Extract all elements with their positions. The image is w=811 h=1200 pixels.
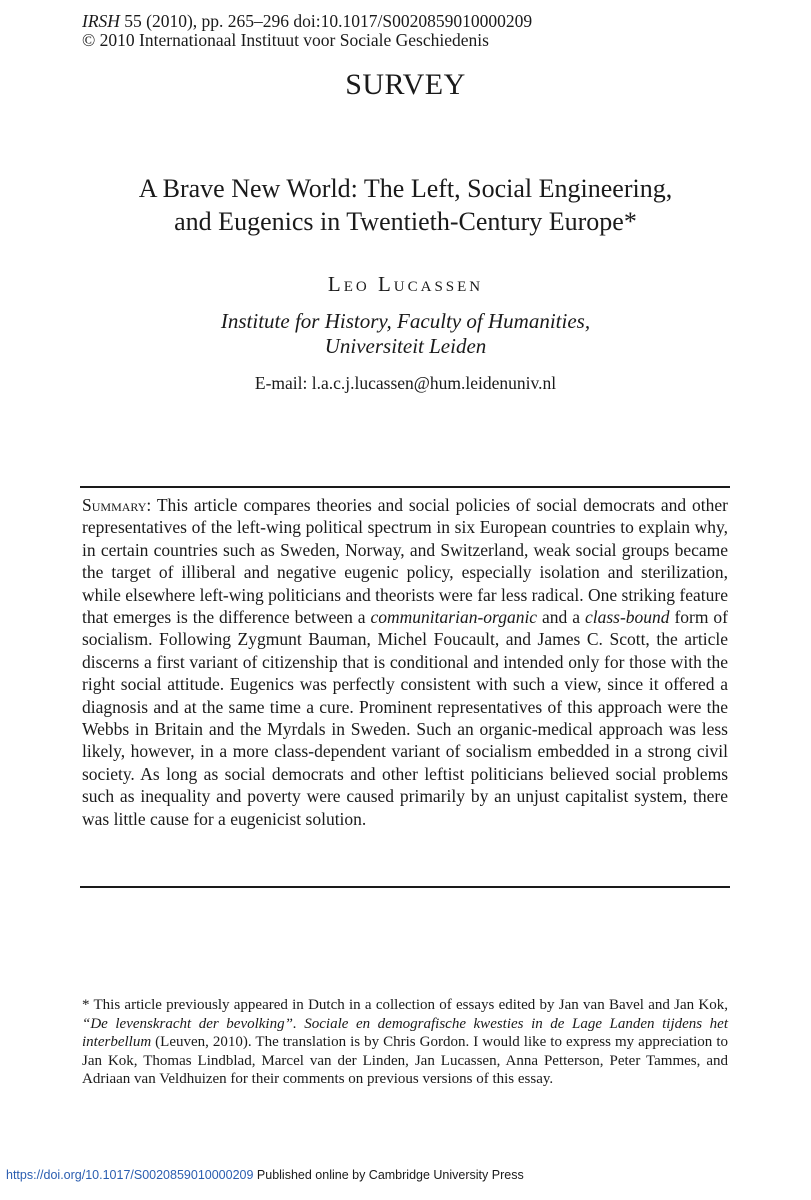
footnote-text-1: * This article previously appeared in Dutch in a collection of essays edited by Jan van Bavel and Jan Kok, (82, 997, 728, 1013)
page-footer (6, 1168, 524, 1182)
author-email: E-mail: l.a.c.j.lucassen@hum.leidenuniv.nl (254, 373, 557, 393)
article-title (40, 172, 771, 238)
journal-header (82, 12, 532, 50)
affiliation-line-2: Universiteit Leiden (324, 334, 487, 358)
summary-bottom-rule (80, 886, 730, 888)
summary-top-rule (80, 486, 730, 488)
summary-abstract (82, 494, 728, 830)
summary-text-1: This article compares theories and social policies of social democrats and other representatives of the left-wing political spectrum in six European countries to explain why, in certain countries such as Sweden, Norway, and Switzerland, weak social groups became the target of illiberal and negative eugenic policy, especially isolation and sterilization, while elsewhere left-wing politicians and theorists were far less radical. One striking feature that emerges is the difference between a (82, 495, 728, 628)
summary-emphasis-2: class-bound (584, 607, 670, 628)
footnote-book-title: “De levenskracht der bevolking”. Sociale en demografische kwesties in de Lage Landen tijdens het interbellum (82, 1015, 728, 1051)
summary-label: Summary: (82, 495, 152, 515)
footnote-text-2: (Leuven, 2010). The translation is by Chris Gordon. I would like to express my appreciation to Jan Kok, Thomas Lindblad, Marcel van der Linden, Jan Lucassen, Anna Petterson, Peter Tammes, and Adriaan van Veldhuizen for their comments on previous versions of this essay. (82, 1034, 728, 1088)
summary-text-3: form of socialism. Following Zygmunt Bauman, Michel Foucault, and James C. Scott, the article discerns a first variant of citizenship that is conditional and intended only for those with the right social attitude. Eugenics was perfectly consistent with such a view, since it offered a diagnosis and at the same time a cure. Prominent representatives of this approach were the Webbs in Britain and the Myrdals in Sweden. Such an organic-medical approach was less likely, however, in a more class-dependent variant of socialism embedded in a strong civil society. As long as social democrats and other leftist politicians believed social problems such as inequality and poverty were caused primarily by an unjust capitalist system, there was little cause for a eugenicist solution. (82, 607, 728, 829)
doi-link[interactable]: https://doi.org/10.1017/S0020859010000209 (6, 1168, 254, 1182)
summary-text-2: and a (537, 607, 585, 628)
title-line-1: A Brave New World: The Left, Social Engineering, (138, 174, 673, 203)
author-name: Leo Lucassen (327, 272, 484, 296)
citation-text: 55 (2010), pp. 265–296 doi:10.1017/S0020859010000209 (119, 11, 533, 31)
author-affiliation (0, 309, 811, 359)
footnote (82, 996, 728, 1089)
citation-line (82, 12, 532, 31)
title-line-2: and Eugenics in Twentieth-Century Europe* (174, 207, 637, 236)
journal-name: IRSH (82, 11, 120, 31)
publisher-note: Published online by Cambridge University Press (253, 1168, 524, 1182)
section-heading: SURVEY (345, 68, 466, 101)
affiliation-line-1: Institute for History, Faculty of Humanities, (220, 309, 591, 333)
summary-emphasis-1: communitarian-organic (370, 607, 538, 628)
copyright-line: © 2010 Internationaal Instituut voor Sociale Geschiedenis (82, 30, 489, 50)
